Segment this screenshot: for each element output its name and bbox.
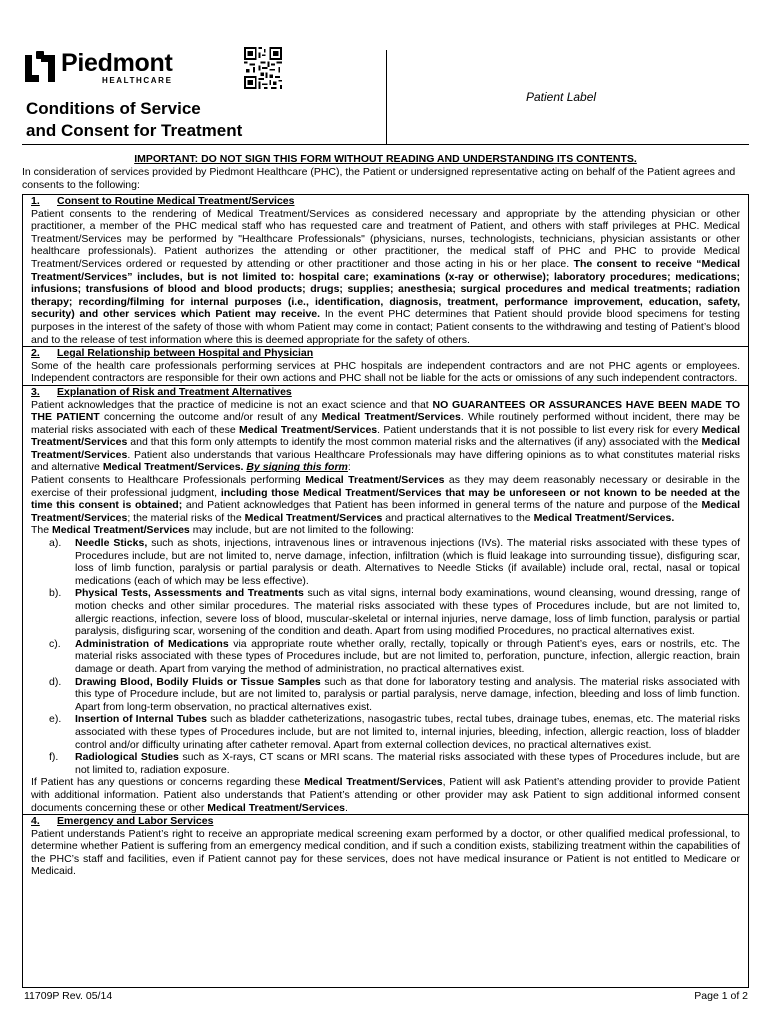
text: concerning the outcome and/or result of any <box>104 411 318 424</box>
section-1-title: Consent to Routine Medical Treatment/Services <box>57 195 295 207</box>
procedure-letter: b). <box>49 587 62 600</box>
page-number: Page 1 of 2 <box>694 990 748 1002</box>
medical-treatment-term: Medical Treatment/Services <box>244 511 383 524</box>
procedure-text: via appropriate route whether orally, rectally, topically or through Patient’s eyes, ears or nostrils, etc. The material risks associated with these types of Procedures include, but are not limited to, perforation, puncture, infection, allergic reaction, brain damage or death. Apart from varying the method of administration, no practical alternatives exist. <box>75 637 741 675</box>
piedmont-logo-icon <box>25 51 55 85</box>
title-line-1: Conditions of Service <box>26 99 201 118</box>
section-3-paragraph-1 <box>31 399 740 475</box>
procedure-letter: a). <box>49 537 62 550</box>
medical-treatment-term: Medical Treatment/Services <box>52 524 190 537</box>
intro-paragraph: In consideration of services provided by Piedmont Healthcare (PHC), the Patient or undersigned representative acting on behalf of the Patient agrees and consents to the following: <box>22 166 736 191</box>
section-4-body: Patient understands Patient’s right to receive an appropriate medical screening exam performed by a doctor, or other qualified medical professional, to determine whether Patient is suffering from an emergency medical condition, and if such a condition exists, stabilizing treatment within the capabilities of the PHC’s staff and facilities, even if Patient cannot pay for these services, does not have medical insurance or Patient is not entitled to Medicare or Medicaid. <box>31 827 740 878</box>
text: . <box>671 511 675 524</box>
form-id: 11709P Rev. 05/14 <box>24 990 113 1002</box>
section-3-number: 3. <box>31 385 40 398</box>
logo-subtitle: HEALTHCARE <box>101 76 173 85</box>
text: and practical alternatives to the <box>385 511 531 524</box>
procedure-text: such as vital signs, internal body examinations, wound cleansing, wound dressing, range of motion checks and other similar procedures. The material risks associated with these types of Procedures include, but are not limited to, allergic reactions, infection, severe loss of blood, muscular-skeletal or internal injuries, nerve damage, loss of limb function, paralysis or partial paralysis, disfiguring scar, worsening of the condition and death. Apart from using modified Procedures, no practical alternatives exist. <box>75 587 741 638</box>
text: . While routinely performed without incident, there may be material risks associated with each of these <box>31 411 740 436</box>
no-guarantees-text: NO GUARANTEES OR ASSURANCES HAVE BEEN MADE TO THE PATIENT <box>31 398 741 424</box>
section-3 <box>23 385 748 814</box>
section-1 <box>23 195 748 346</box>
section-2 <box>23 346 748 385</box>
medical-treatment-term: Medical Treatment/Services <box>305 474 445 487</box>
procedure-heading: Radiological Studies <box>75 751 179 764</box>
procedure-letter: c). <box>49 637 61 650</box>
page-title <box>26 98 242 142</box>
procedure-item <box>49 751 740 776</box>
section-3-paragraph-3 <box>31 524 740 537</box>
piedmont-logo <box>25 51 173 85</box>
section-3-paragraph-2 <box>31 474 740 524</box>
section-3-paragraph-4 <box>31 776 740 814</box>
medical-treatment-term: Medical Treatment/Services <box>207 801 346 814</box>
section-3-title: Explanation of Risk and Treatment Alternatives <box>57 385 292 398</box>
procedure-item <box>49 587 741 638</box>
medical-treatment-term: Medical Treatment/Services <box>31 436 740 461</box>
section-2-heading <box>31 347 740 360</box>
text: Patient acknowledges that the practice of medicine is not an exact science and that <box>31 398 429 411</box>
logo-name: Piedmont <box>61 49 173 77</box>
medical-treatment-term: Medical Treatment/Services <box>533 511 672 524</box>
section-1-tail-text: In the event PHC determines that Patient should provide blood specimens for testing purposes in the interest of the safety of those with whom Patient may come in contact; Patient consents to the withdrawing and testing of Patient’s blood and to the release of test information where this is deemed appropriate for the safety of others. <box>31 308 740 346</box>
procedure-heading: Insertion of Internal Tubes <box>75 713 207 726</box>
procedure-text: such as that done for laboratory testing and analysis. The material risks associated with this type of Procedure include, but are not limited to, paralysis or partial paralysis, nerve damage, infection, bleeding and loss of limb function. Apart from long-term observation, no practical alternatives exist. <box>75 675 740 713</box>
header-divider <box>386 50 387 145</box>
by-signing-text: By signing this form <box>246 461 348 474</box>
important-notice: IMPORTANT: DO NOT SIGN THIS FORM WITHOUT READING AND UNDERSTANDING ITS CONTENTS. <box>134 153 637 165</box>
section-1-heading <box>31 195 740 208</box>
procedure-text: such as bladder catheterizations, nasogastric tubes, rectal tubes, drainage tubes, enemas, etc. The material risks associated with these types of Procedures include, but are not limited to, internal injuries, bleeding, infection, allergic reaction, loss of bladder control and/or difficulty urinating after catheter removal. Apart from external collection devices, no practical alternatives exist. <box>75 713 740 751</box>
medical-treatment-term: Medical Treatment/Services <box>31 499 741 524</box>
text: If Patient has any questions or concerns regarding these <box>31 776 301 789</box>
procedure-heading: Administration of Medications <box>75 637 229 650</box>
procedure-text: such as X-rays, CT scans or MRI scans. The material risks associated with these types of Procedures include, but are not limited to, radiation exposure. <box>75 751 740 776</box>
procedure-item <box>49 637 741 676</box>
section-4-heading <box>31 815 740 828</box>
text: as they may deem reasonably necessary or desirable in the exercise of their professional judgment, <box>31 474 740 499</box>
procedure-list <box>31 537 740 776</box>
qr-code-icon <box>244 47 282 89</box>
section-1-text: Patient consents to the rendering of Medical Treatment/Services as considered necessary and appropriate by the attending physician or other practitioner, a member of the PHC medical staff who has requested care and treatment of Patient, and others with staff privileges at PHC. Medical Treatment/Services may be performed by "Healthcare Professionals" (physicians, nurses, technologists, technicians, physician assistants or other healthcare professionals). Patient authorizes the attending or other practitioner, the medical staff of PHC and PHC to provide Medical Treatment/Services ordered or requested by attending or other practitioner and those acting in his or her place. <box>31 207 740 270</box>
patient-label: Patient Label <box>526 90 597 104</box>
text: , Patient will ask Patient’s attending provider to provide Patient with additional information. Patient also understands that Patient’s attending or other provider may ask Patient to sign additional informed consent documents concerning these or other <box>31 776 740 814</box>
procedure-heading: Drawing Blood, Bodily Fluids or Tissue Samples <box>75 675 321 688</box>
medical-treatment-term: Medical Treatment/Services <box>239 423 378 436</box>
section-2-title: Legal Relationship between Hospital and Physician <box>57 347 314 360</box>
procedure-heading: Physical Tests, Assessments and Treatments <box>75 587 304 600</box>
unforeseen-text: including those Medical Treatment/Services that may be unforeseen or not known to be needed at the time this consent is obtained; <box>31 486 740 512</box>
section-1-number: 1. <box>31 195 40 207</box>
title-line-2: and Consent for Treatment <box>26 121 243 140</box>
consent-sections-box <box>22 194 749 988</box>
text: : <box>347 461 351 474</box>
text: The <box>31 524 50 537</box>
procedure-heading: Needle Sticks, <box>75 537 148 550</box>
text: . <box>345 801 348 814</box>
medical-treatment-term: Medical Treatment/Services. <box>102 461 244 474</box>
section-4-number: 4. <box>31 815 40 828</box>
procedure-letter: f). <box>49 751 59 764</box>
text: . Patient understands that it is not possible to list every risk for every <box>377 423 699 436</box>
procedure-item <box>49 675 740 714</box>
procedure-letter: e). <box>49 713 62 726</box>
text: . Patient also understands that various Healthcare Professionals may have differing opinions as to what constitutes material risks and alternative <box>31 448 740 474</box>
text: Patient consents to Healthcare Professionals performing <box>31 474 301 487</box>
procedure-item <box>49 713 740 751</box>
medical-treatment-term: Medical Treatment/Services <box>304 776 443 789</box>
procedure-item <box>49 537 741 587</box>
section-4 <box>23 814 748 878</box>
section-3-heading <box>31 386 740 399</box>
section-1-bold-text: The consent to receive “Medical Treatment/Services” includes, but is not limited to: hospital care; examinations (x-ray or otherwise); laboratory procedures; medications; infusions; transfusions of blood and blood products; drugs; supplies; anesthesia; surgical procedures and medical treatments; radiation therapy; recording/filming for internal purposes (i.e., identification, diagnosis, treatment, performance improvement, education, safety, security) and other services which Patient may receive. <box>31 257 740 321</box>
text: ; the material risks of the <box>127 511 242 524</box>
header-rule <box>22 144 749 145</box>
text: may include, but are not limited to the following: <box>192 524 414 537</box>
medical-treatment-term: Medical Treatment/Services <box>321 411 461 424</box>
section-1-body <box>31 208 740 347</box>
section-2-body: Some of the health care professionals performing services at PHC hospitals are independent contractors and are not PHC agents or employees. Independent contractors are responsible for their own actions and PHC shall not be liable for the acts or omissions of any such independent contractors. <box>31 359 740 385</box>
procedure-text: such as shots, injections, intravenous lines or intravenous injections (IVs). The material risks associated with these types of Procedures include, but are not limited to, nerve damage, infection, infiltration (which is fluid leakage into surrounding tissue), disfiguring scar, loss of limb function, paralysis or partial paralysis or death. Alternatives to Needle Sticks (if available) include oral, rectal, nasal or topical medications (each of which may be less effective). <box>75 537 741 587</box>
section-2-number: 2. <box>31 347 40 360</box>
text: and that this form only attempts to identify the most common material risks and the alternatives (if any) associated with the <box>130 436 699 449</box>
section-4-title: Emergency and Labor Services <box>57 815 214 828</box>
text: and Patient acknowledges that Patient has been informed in general terms of the nature and purpose of the <box>185 499 698 512</box>
medical-treatment-term: Medical Treatment/Services <box>31 423 741 449</box>
procedure-letter: d). <box>49 675 62 688</box>
